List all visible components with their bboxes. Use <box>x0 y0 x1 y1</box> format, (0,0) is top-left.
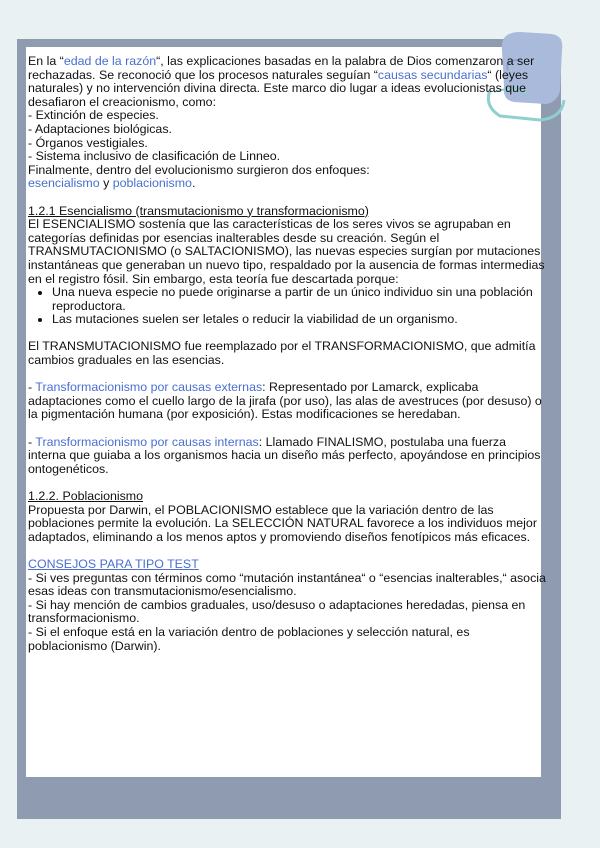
highlight-causas-secundarias: causas secundarias <box>377 67 488 82</box>
poblacionismo-body: Propuesta por Darwin, el POBLACIONISMO establece que la variación dentro de las poblaciones permite la evolución. La SELECCIÓN NATURAL favorece a los individuos mejor adaptados, eliminando a los menos aptos y promoviendo diseños fenotípicos más eficaces. <box>28 502 537 544</box>
list-item: - Adaptaciones biológicas. <box>28 121 172 136</box>
enfoques-line: Finalmente, dentro del evolucionismo surgieron dos enfoques: <box>28 162 370 177</box>
tip-item: - Si el enfoque está en la variación dentro de poblaciones y selección natural, es poblacionismo (Darwin). <box>28 624 470 653</box>
bullet-item: • Las mutaciones suelen ser letales o reducir la viabilidad de un organismo. <box>52 313 546 327</box>
section-heading-poblacionismo: 1.2.2. Poblacionismo <box>28 489 144 503</box>
list-item: - Órganos vestigiales. <box>28 135 148 150</box>
highlight-causas-internas: Transformacionismo por causas internas <box>35 434 259 449</box>
bullet-list <box>28 286 546 327</box>
transmutacionismo-replaced: El TRANSMUTACIONISMO fue reemplazado por el TRANSFORMACIONISMO, que admitía cambios graduales en las esencias. <box>28 339 536 368</box>
causas-internas-paragraph: - Transformacionismo por causas internas: Llamado FINALISMO, postulaba una fuerza interna que guiaba a los organismos hacia un diseño más perfecto, apoyándose en principios ontogenéticos. <box>28 434 541 476</box>
section-heading-esencialismo: 1.2.1 Esencialismo (transmutacionismo y transformacionismo) <box>28 203 369 218</box>
tip-item: - Si ves preguntas con términos como “mutación instantánea“ o “esencias inalterables,“ asocia esas ideas con transmutacionismo/esencialismo. <box>28 570 546 599</box>
list-item: - Sistema inclusivo de clasificación de Linneo. <box>28 149 281 164</box>
causas-externas-paragraph: - Transformacionismo por causas externas: Representado por Lamarck, explicaba adaptaciones como el cuello largo de la jirafa (por uso), las alas de avestruces (por desuso) o la pigmentación humana (por exposición). Estas modificaciones se heredaban. <box>28 380 542 422</box>
list-item: - Extinción de especies. <box>28 108 159 123</box>
highlight-esencialismo: esencialismo <box>28 176 100 191</box>
intro-paragraph: En la “edad de la razón“, las explicaciones basadas en la palabra de Dios comenzaron a ser rechazadas. Se reconoció que los procesos naturales seguían “causas secundarias“ (leyes naturales) y no intervención divina directa. Este marco dio lugar a ideas evolucionistas que desafiaron el creacionismo, como: <box>28 54 535 109</box>
tip-item: - Si hay mención de cambios graduales, uso/desuso o adaptaciones heredadas, piensa en transformacionismo. <box>28 597 526 626</box>
highlight-causas-externas: Transformacionismo por causas externas <box>35 380 263 395</box>
enfoques-names: esencialismo y poblacionismo. <box>28 176 196 191</box>
highlight-edad-razon: edad de la razón <box>63 54 157 68</box>
document-text <box>28 55 546 653</box>
bullet-item: • Una nueva especie no puede originarse a partir de un único individuo sin una población reproductora. <box>52 286 546 313</box>
esencialismo-body: El ESENCIALISMO sostenía que las características de los seres vivos se agrupaban en categorías definidas por esencias inalterables desde su creación. Según el TRANSMUTACIONISMO (o SALTACIONISMO), las nuevas especies surgían por mutaciones instantáneas que generaban un nuevo tipo, respaldado por la ausencia de formas intermedias en el registro fósil. Sin embargo, esta teoría fue descartada porque: <box>28 217 545 286</box>
tips-heading: CONSEJOS PARA TIPO TEST <box>28 556 199 571</box>
highlight-poblacionismo: poblacionismo <box>112 176 192 191</box>
